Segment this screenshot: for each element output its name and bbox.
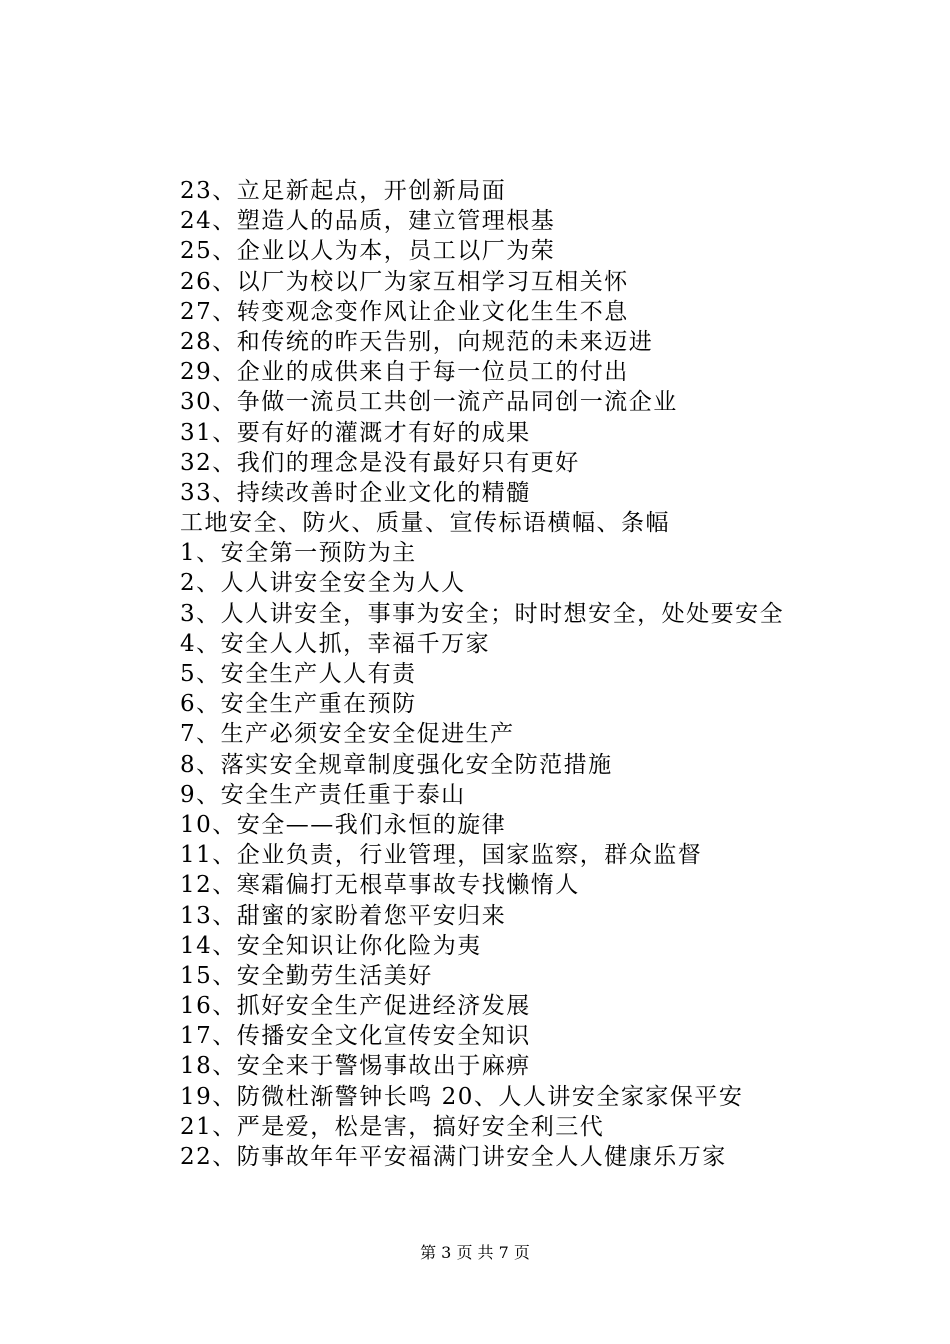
text-line: 31、要有好的灌溉才有好的成果	[180, 419, 531, 446]
text-line: 2、人人讲安全安全为人人	[180, 570, 466, 597]
text-line: 17、传播安全文化宣传安全知识	[180, 1023, 531, 1050]
text-line: 4、安全人人抓，幸福千万家	[180, 630, 491, 657]
text-line: 28、和传统的昨天告别，向规范的未来迈进	[180, 328, 654, 355]
text-line: 13、甜蜜的家盼着您平安归来	[180, 902, 507, 929]
text-line: 9、安全生产责任重于泰山	[180, 781, 466, 808]
text-line: 33、持续改善时企业文化的精髓	[180, 479, 531, 506]
text-line: 15、安全勤劳生活美好	[180, 962, 433, 989]
text-line: 3、人人讲安全，事事为安全；时时想安全，处处要安全	[180, 600, 785, 627]
text-line: 12、寒霜偏打无根草事故专找懒惰人	[180, 872, 580, 899]
text-line: 14、安全知识让你化险为夷	[180, 932, 482, 959]
text-line: 25、企业以人为本，员工以厂为荣	[180, 238, 556, 265]
text-line: 22、防事故年年平安福满门讲安全人人健康乐万家	[180, 1144, 727, 1170]
text-line: 26、以厂为校以厂为家互相学习互相关怀	[180, 268, 629, 295]
text-line: 29、企业的成供来自于每一位员工的付出	[180, 359, 629, 386]
text-line: 8、落实安全规章制度强化安全防范措施	[180, 751, 613, 778]
text-line: 24、塑造人的品质，建立管理根基	[180, 208, 556, 235]
text-line: 1、安全第一预防为主	[180, 540, 417, 567]
text-line: 5、安全生产人人有责	[180, 661, 417, 687]
text-line: 19、防微杜渐警钟长鸣 20、人人讲安全家家保平安	[180, 1083, 744, 1110]
slogan-list	[180, 176, 860, 1172]
section-heading: 工地安全、防火、质量、宣传标语横幅、条幅	[180, 510, 670, 537]
text-line: 30、争做一流员工共创一流产品同创一流企业	[180, 389, 678, 416]
text-line: 18、安全来于警惕事故出于麻痹	[180, 1053, 531, 1080]
text-line: 27、转变观念变作风让企业文化生生不息	[180, 298, 629, 325]
text-line: 21、严是爱，松是害，搞好安全利三代	[180, 1113, 605, 1140]
text-line: 23、立足新起点，开创新局面	[180, 178, 507, 204]
page-footer: 第 3 页 共 7 页	[420, 1243, 530, 1262]
text-line: 11、企业负责，行业管理，国家监察，群众监督	[180, 842, 703, 869]
text-line: 16、抓好安全生产促进经济发展	[180, 993, 531, 1020]
text-line: 32、我们的理念是没有最好只有更好	[180, 449, 580, 476]
text-line: 7、生产必须安全安全促进生产	[180, 721, 515, 748]
text-line: 6、安全生产重在预防	[180, 691, 417, 718]
text-line: 10、安全——我们永恒的旋律	[180, 811, 507, 838]
